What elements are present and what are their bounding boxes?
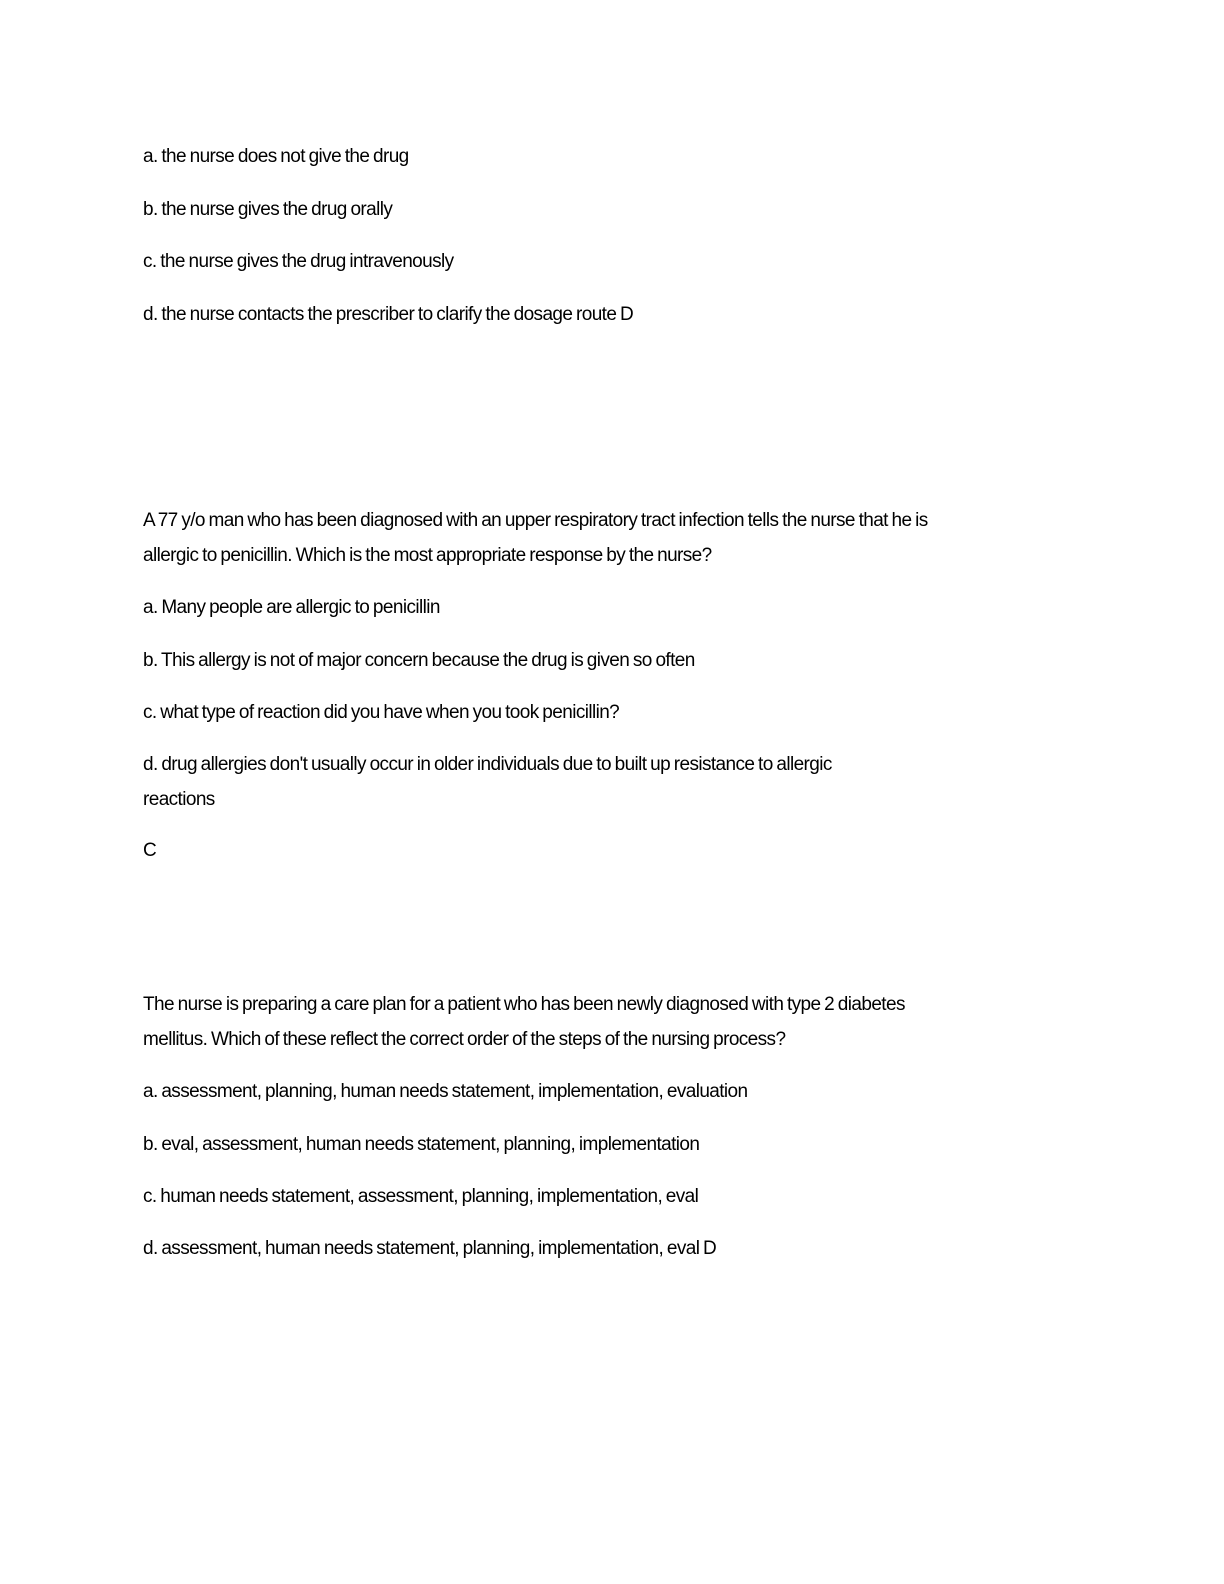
q2-option-c: c. what type of reaction did you have when you took penicillin? bbox=[143, 702, 620, 723]
q3-option-b: b. eval, assessment, human needs statement, planning, implementation bbox=[143, 1134, 700, 1155]
q1-option-b: b. the nurse gives the drug orally bbox=[143, 199, 393, 220]
q3-option-d: d. assessment, human needs statement, planning, implementation, eval D bbox=[143, 1238, 717, 1259]
q2-option-d-continued: reactions bbox=[143, 789, 215, 810]
q3-stem-line-1: The nurse is preparing a care plan for a patient who has been newly diagnosed with type 2 diabetes bbox=[143, 994, 905, 1015]
q1-option-d: d. the nurse contacts the prescriber to clarify the dosage route D bbox=[143, 304, 634, 325]
q3-stem-line-2: mellitus. Which of these reflect the correct order of the steps of the nursing process? bbox=[143, 1029, 786, 1050]
q3-option-c: c. human needs statement, assessment, planning, implementation, eval bbox=[143, 1186, 699, 1207]
q1-option-a: a. the nurse does not give the drug bbox=[143, 146, 409, 167]
q2-stem-line-1: A 77 y/o man who has been diagnosed with an upper respiratory tract infection tells the nurse that he is bbox=[143, 510, 928, 531]
q2-option-b: b. This allergy is not of major concern because the drug is given so often bbox=[143, 650, 695, 671]
q2-option-a: a. Many people are allergic to penicillin bbox=[143, 597, 440, 618]
q2-option-d: d. drug allergies don't usually occur in older individuals due to built up resistance to allergic bbox=[143, 754, 832, 775]
q2-answer: C bbox=[143, 840, 157, 861]
q1-option-c: c. the nurse gives the drug intravenously bbox=[143, 251, 454, 272]
q3-option-a: a. assessment, planning, human needs statement, implementation, evaluation bbox=[143, 1081, 748, 1102]
q2-stem-line-2: allergic to penicillin. Which is the most appropriate response by the nurse? bbox=[143, 545, 712, 566]
